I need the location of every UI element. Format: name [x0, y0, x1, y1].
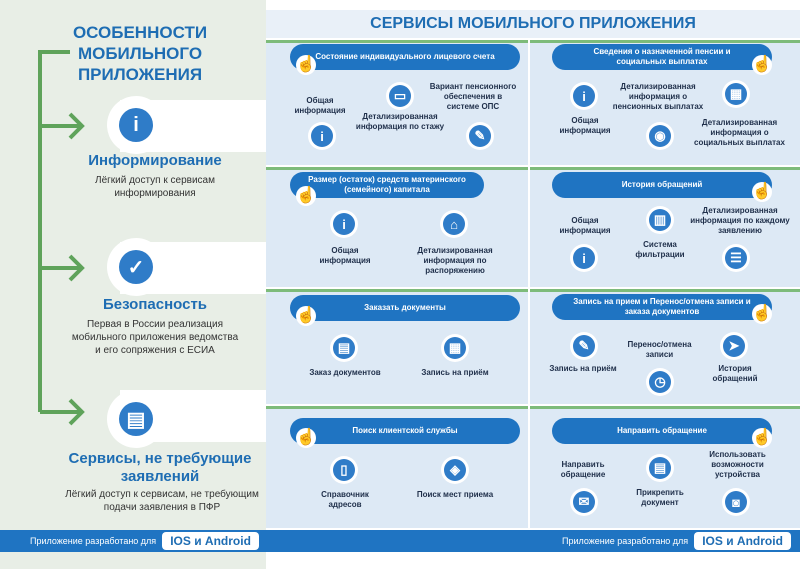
hand-pointer-icon: ☝	[752, 305, 772, 322]
address-book-icon: ▯	[330, 456, 358, 484]
left-title: ОСОБЕННОСТИ МОБИЛЬНОГО ПРИЛОЖЕНИЯ	[72, 23, 208, 84]
feature-desc: Лёгкий доступ к сервисам информирования	[95, 175, 215, 199]
shield-check-icon: ✓	[107, 238, 165, 296]
hand-pointer-icon: ☝	[752, 183, 772, 200]
service-header[interactable]: Заказать документы	[290, 295, 520, 321]
mail-icon: ✉	[570, 488, 598, 516]
edit-document-icon: ✎	[466, 122, 494, 150]
hand-pointer-icon: ☝	[296, 307, 316, 324]
hand-pointer-icon: ☝	[752, 429, 772, 446]
platform-bar: Приложение разработано для IOS и Android	[0, 530, 266, 552]
feature-title: Информирование	[88, 152, 222, 169]
feature-desc: Лёгкий доступ к сервисам, не требующим подачи заявления в ПФР	[65, 489, 259, 513]
document-icon: ▤	[330, 334, 358, 362]
filter-chart-icon: ▥	[646, 206, 674, 234]
briefcase-icon: ▭	[386, 82, 414, 110]
service-header[interactable]: Направить обращение	[552, 418, 772, 444]
document-list-icon: ☰	[722, 244, 750, 272]
platform-pill: IOS и Android	[694, 532, 791, 550]
platform-bar: Приложение разработано для IOS и Android	[266, 530, 800, 552]
services-title: СЕРВИСЫ МОБИЛЬНОГО ПРИЛОЖЕНИЯ	[266, 10, 800, 38]
map-icon: ◈	[441, 456, 469, 484]
feature-title: Безопасность	[102, 296, 208, 313]
hand-pointer-icon: ☝	[296, 56, 316, 73]
hand-pointer-icon: ☝	[296, 187, 316, 204]
calendar-icon: ▦	[441, 334, 469, 362]
platform-pill: IOS и Android	[162, 532, 259, 550]
document-icon: ▤	[107, 390, 165, 448]
service-header[interactable]: Поиск клиентской службы	[290, 418, 520, 444]
feature-desc: Первая в России реализация мобильного приложения ведомства и его сопряжения с ЕСИА	[71, 319, 239, 356]
camera-icon: ◙	[722, 488, 750, 516]
info-icon: i	[308, 122, 336, 150]
document-icon: ▤	[646, 454, 674, 482]
send-icon: ➤	[720, 332, 748, 360]
edit-document-icon: ✎	[570, 332, 598, 360]
hand-pointer-icon: ☝	[752, 56, 772, 73]
info-icon: i	[570, 82, 598, 110]
service-header[interactable]: История обращений	[552, 172, 772, 198]
service-header[interactable]: Состояние индивидуального лицевого счета	[290, 44, 520, 70]
coins-icon: ◉	[646, 122, 674, 150]
service-header[interactable]: Запись на прием и Перенос/отмена записи и заказа документов	[552, 294, 772, 320]
home-icon: ⌂	[440, 210, 468, 238]
clock-icon: ◷	[646, 368, 674, 396]
info-icon: i	[107, 96, 165, 154]
service-header[interactable]: Сведения о назначенной пенсии и социальных выплатах	[552, 44, 772, 70]
hand-pointer-icon: ☝	[296, 429, 316, 446]
info-icon: i	[330, 210, 358, 238]
tree-lines	[0, 0, 120, 460]
calculator-icon: ▦	[722, 80, 750, 108]
info-icon: i	[570, 244, 598, 272]
feature-title: Сервисы, не требующие заявлений	[68, 450, 252, 485]
service-header[interactable]: Размер (остаток) средств материнского (семейного) капитала	[290, 172, 484, 198]
